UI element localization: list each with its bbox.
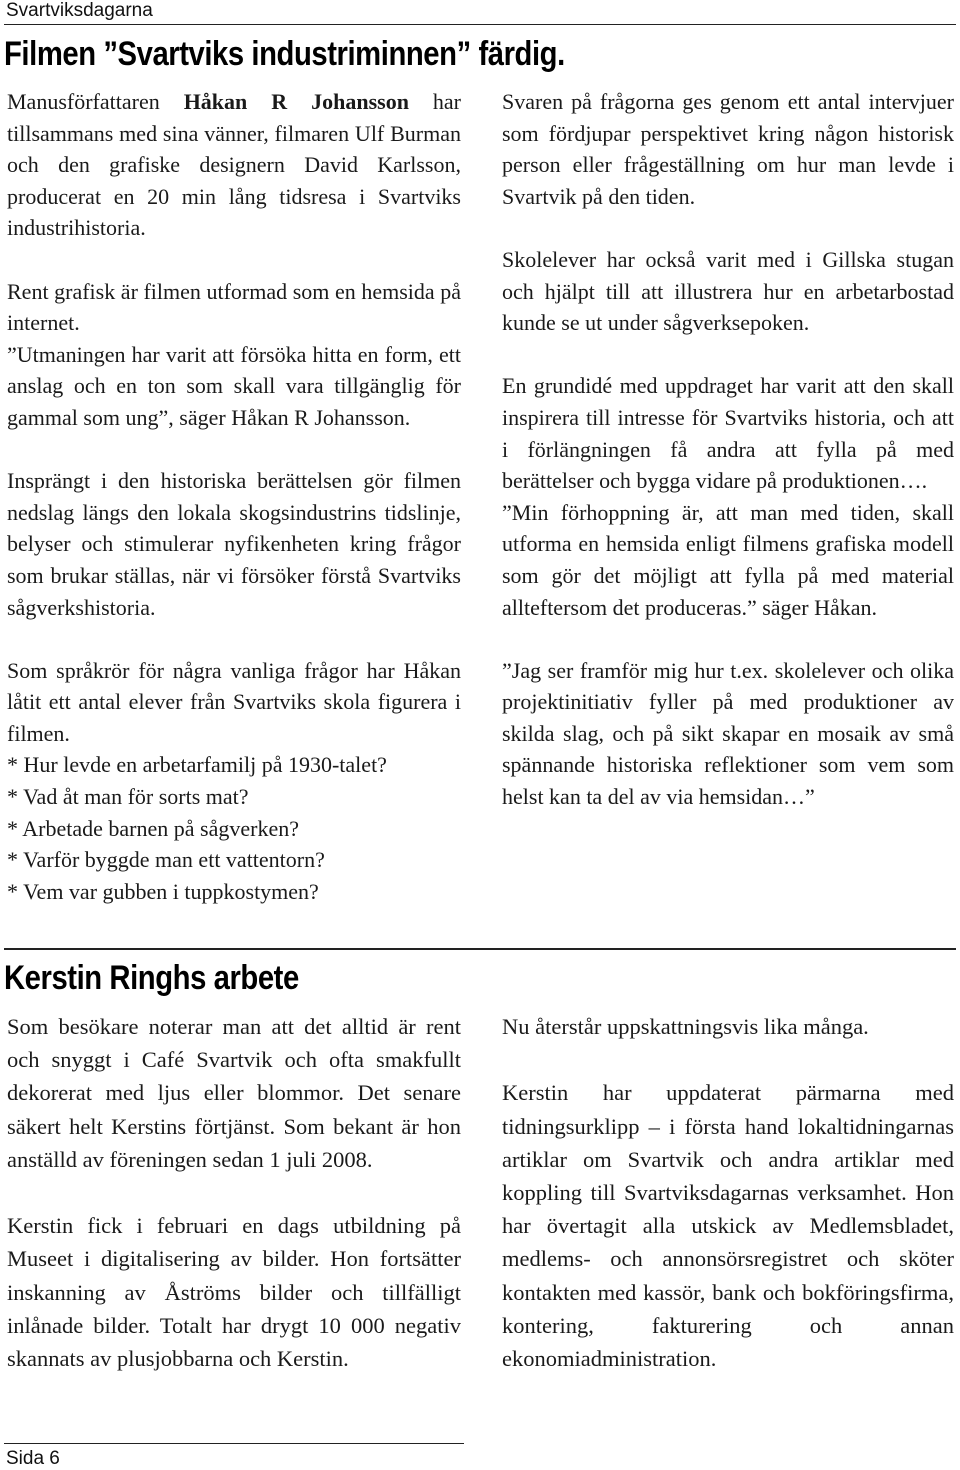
paragraph: Rent grafisk är filmen utformad som en hemsida på internet. [7, 278, 461, 336]
paragraph: Skolelever har också varit med i Gillska stugan och hjälpt till att illustrera hur en arbetarbostad kunde se ut under sågverksepoken. [502, 246, 954, 336]
article-headline-kerstin: Kerstin Ringhs arbete [4, 959, 299, 997]
paragraph: En grundidé med uppdraget har varit att den skall inspirera till intresse för Svartviks historia, och att i förlängningen få andra att fylla på med berättelser och bygga vidare på produktionen…. [502, 373, 954, 494]
article-headline-film: Filmen ”Svartviks industriminnen” färdig. [4, 35, 565, 73]
section-label: Svartviksdagarna [6, 0, 153, 21]
paragraph: Svaren på frågorna ges genom ett antal intervjuer som fördjupar perspektivet kring någon historisk person eller frågeställning om hur man levde i Svartvik på den tiden. [502, 89, 954, 209]
quote-paragraph: ”Min förhoppning är, att man med tiden, skall utforma en hemsida enligt filmens grafiska modell som gör det möjligt att fylla på med material allteftersom det produceras.” säger Håkan. [502, 499, 954, 620]
article-kerstin-right-column [502, 1010, 954, 1375]
paragraph [7, 86, 461, 244]
quote-paragraph: ”Utmaningen har varit att försöka hitta en form, ett anslag och en ton som skall vara tillgänglig för gammal som ung”, säger Håkan R Johansson. [7, 341, 461, 430]
paragraph: Nu återstår uppskattningsvis lika många. [502, 1014, 869, 1039]
page-number: Sida 6 [6, 1448, 60, 1469]
paragraph: Som språkrör för några vanliga frågor har Håkan låtit ett antal elever från Svartviks skola figurera i filmen. [7, 657, 461, 746]
quote-paragraph: ”Jag ser framför mig hur t.ex. skolelever och olika projektinitiativ fyller på med produktioner av skilda slag, och på sikt skapar en mosaik av små spännande historiska reflektioner som vem som helst kan ta del av via hemsidan…” [502, 657, 954, 810]
question-item: * Vad åt man för sorts mat? [7, 784, 249, 810]
text: Manusförfattaren [7, 89, 184, 114]
header-divider [4, 24, 956, 25]
question-item: * Vem var gubben i tuppkostymen? [7, 878, 319, 904]
article-kerstin-left-column [7, 1010, 461, 1375]
section-divider [4, 948, 956, 950]
article-film-right-column [502, 86, 954, 813]
text: har tillsammans med sina vänner, filmaren Ulf Burman och den grafiske designern David Karlsson, producerat en 20 min lång tidsresa i Svartviks industrihistoria. [7, 89, 461, 241]
footer-divider [4, 1443, 464, 1444]
paragraph: Kerstin har uppdaterat pärmarna med tidningsurklipp – i första hand lokaltidningarnas artiklar om Svartvik och andra artiklar med koppling till Svartviksdagarnas verksamhet. Hon har övertagit alla utskick av Medlemsbladet, medlems- och annonsörsregistret och sköter kontakten med kassör, bank och bokföringsfirma, kontering, fakturering och annan ekonomiadministration. [502, 1080, 954, 1372]
author-name: Håkan R Johansson [183, 89, 409, 114]
question-item: * Arbetade barnen på sågverken? [7, 815, 299, 841]
article-film-left-column [7, 86, 461, 907]
paragraph: Som besökare noterar man att det alltid är rent och snyggt i Café Svartvik och ofta smakfullt dekorerat med ljus eller blommor. Det senare säkert helt Kerstins förtjänst. Som bekant är hon anställd av föreningen sedan 1 juli 2008. [7, 1014, 461, 1172]
question-item: * Hur levde en arbetarfamilj på 1930-talet? [7, 752, 387, 778]
question-item: * Varför byggde man ett vattentorn? [7, 847, 325, 873]
paragraph: Kerstin fick i februari en dags utbildning på Museet i digitalisering av bilder. Hon fortsätter inskanning av Åströms bilder och tillfälligt inlånade bilder. Totalt har drygt 10 000 negativ skannats av plusjobbarna och Kerstin. [7, 1213, 461, 1372]
paragraph: Insprängt i den historiska berättelsen gör filmen nedslag längs den lokala skogsindustrins tidslinje, belyser och stimulerar nyfikenheten kring frågor som brukar ställas, när vi försöker förstå Svartviks sågverkshistoria. [7, 468, 461, 620]
